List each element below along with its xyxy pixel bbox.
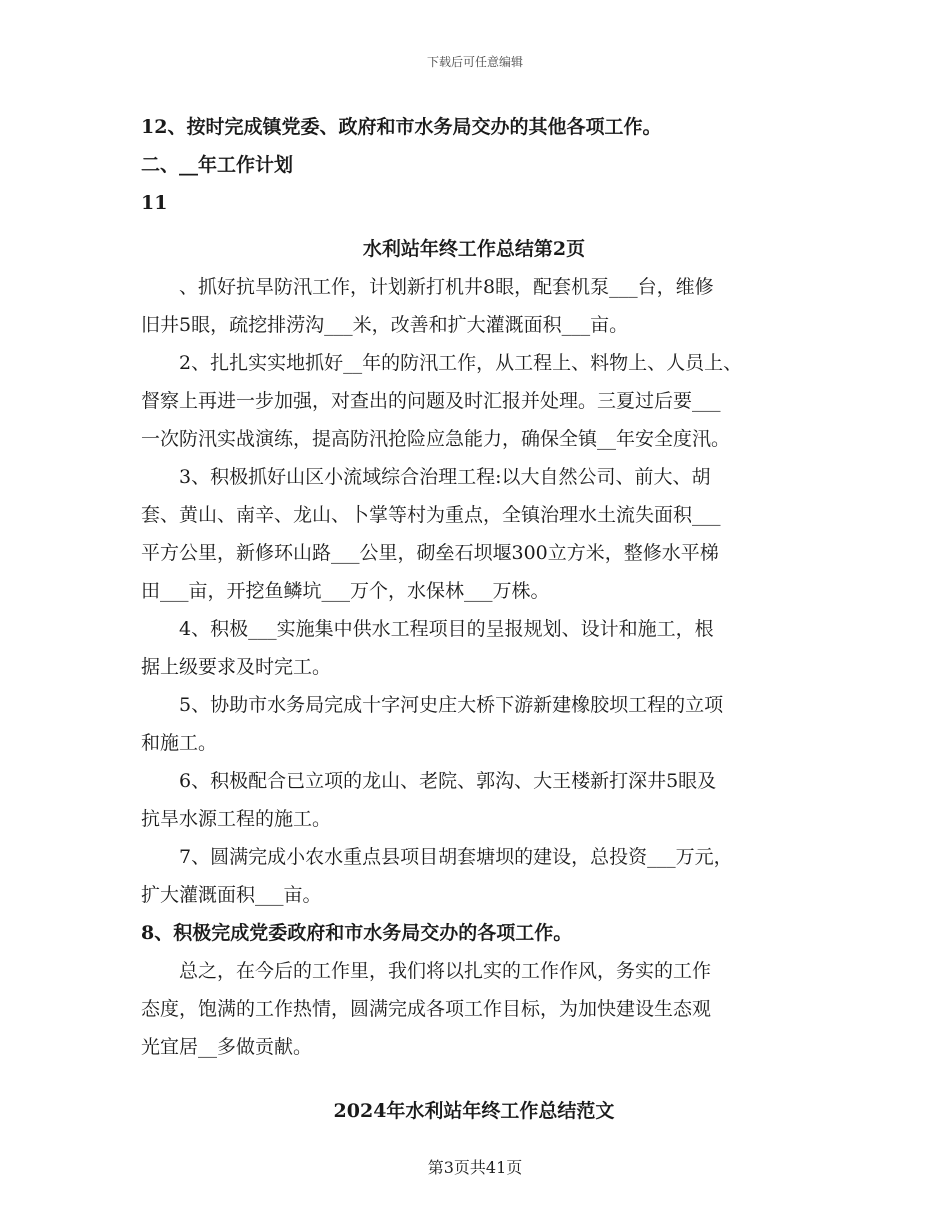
paragraph-line: 、抓好抗旱防汛工作，计划新打机井8眼，配套机泵___台，维修: [141, 276, 714, 298]
spacer: [141, 1066, 807, 1084]
paragraph-line: 态度，饱满的工作热情，圆满完成各项工作目标，为加快建设生态观: [141, 998, 712, 1020]
section-title: 水利站年终工作总结第2页: [362, 238, 586, 260]
page-footer: 第3页共41页: [427, 1158, 523, 1177]
paragraph-line: 督察上再进一步加强，对查出的问题及时汇报并处理。三夏过后要___: [141, 390, 721, 412]
paragraph-line: 5、协助市水务局完成十字河史庄大桥下游新建橡胶坝工程的立项: [141, 694, 724, 716]
paragraph-line: 6、积极配合已立项的龙山、老院、郭沟、大王楼新打深井5眼及: [141, 770, 717, 792]
paragraph-line: 抗旱水源工程的施工。: [141, 808, 332, 830]
item-8: 8、积极完成党委政府和市水务局交办的各项工作。: [141, 922, 573, 944]
paragraph-line: 一次防汛实战演练，提高防汛抢险应急能力，确保全镇__年安全度汛。: [141, 428, 731, 450]
paragraph-line: 和施工。: [141, 732, 218, 754]
page-header: 下载后可任意编辑: [426, 55, 523, 69]
paragraph-line: 4、积极___实施集中供水工程项目的呈报规划、设计和施工，根: [141, 618, 714, 640]
paragraph-line: 据上级要求及时完工。: [141, 656, 332, 678]
paragraph-line: 田___亩，开挖鱼鳞坑___万个，水保林___万株。: [141, 580, 550, 602]
document-title: 2024年水利站年终工作总结范文: [333, 1100, 615, 1122]
number-line: 11: [141, 192, 168, 214]
section-heading: 二、__年工作计划: [141, 154, 294, 176]
paragraph-line: 套、黄山、南辛、龙山、卜掌等村为重点，全镇治理水土流失面积___: [141, 504, 721, 526]
paragraph-line: 旧井5眼，疏挖排涝沟___米，改善和扩大灌溉面积___亩。: [141, 314, 629, 336]
item-12: 12、按时完成镇党委、政府和市水务局交办的其他各项工作。: [141, 116, 662, 138]
paragraph-line: 扩大灌溉面积___亩。: [141, 884, 322, 906]
paragraph-line: 2、扎扎实实地抓好__年的防汛工作，从工程上、料物上、人员上、: [141, 352, 743, 374]
paragraph-line: 7、圆满完成小农水重点县项目胡套塘坝的建设，总投资___万元，: [141, 846, 733, 868]
document-body: [141, 108, 807, 1130]
paragraph-line: 总之，在今后的工作里，我们将以扎实的工作作风，务实的工作: [141, 960, 712, 982]
paragraph-line: 光宜居__多做贡献。: [141, 1036, 313, 1058]
paragraph-line: 3、积极抓好山区小流域综合治理工程:以大自然公司、前大、胡: [141, 466, 711, 488]
paragraph-line: 平方公里，新修环山路___公里，砌垒石坝堰300立方米，整修水平梯: [141, 542, 719, 564]
